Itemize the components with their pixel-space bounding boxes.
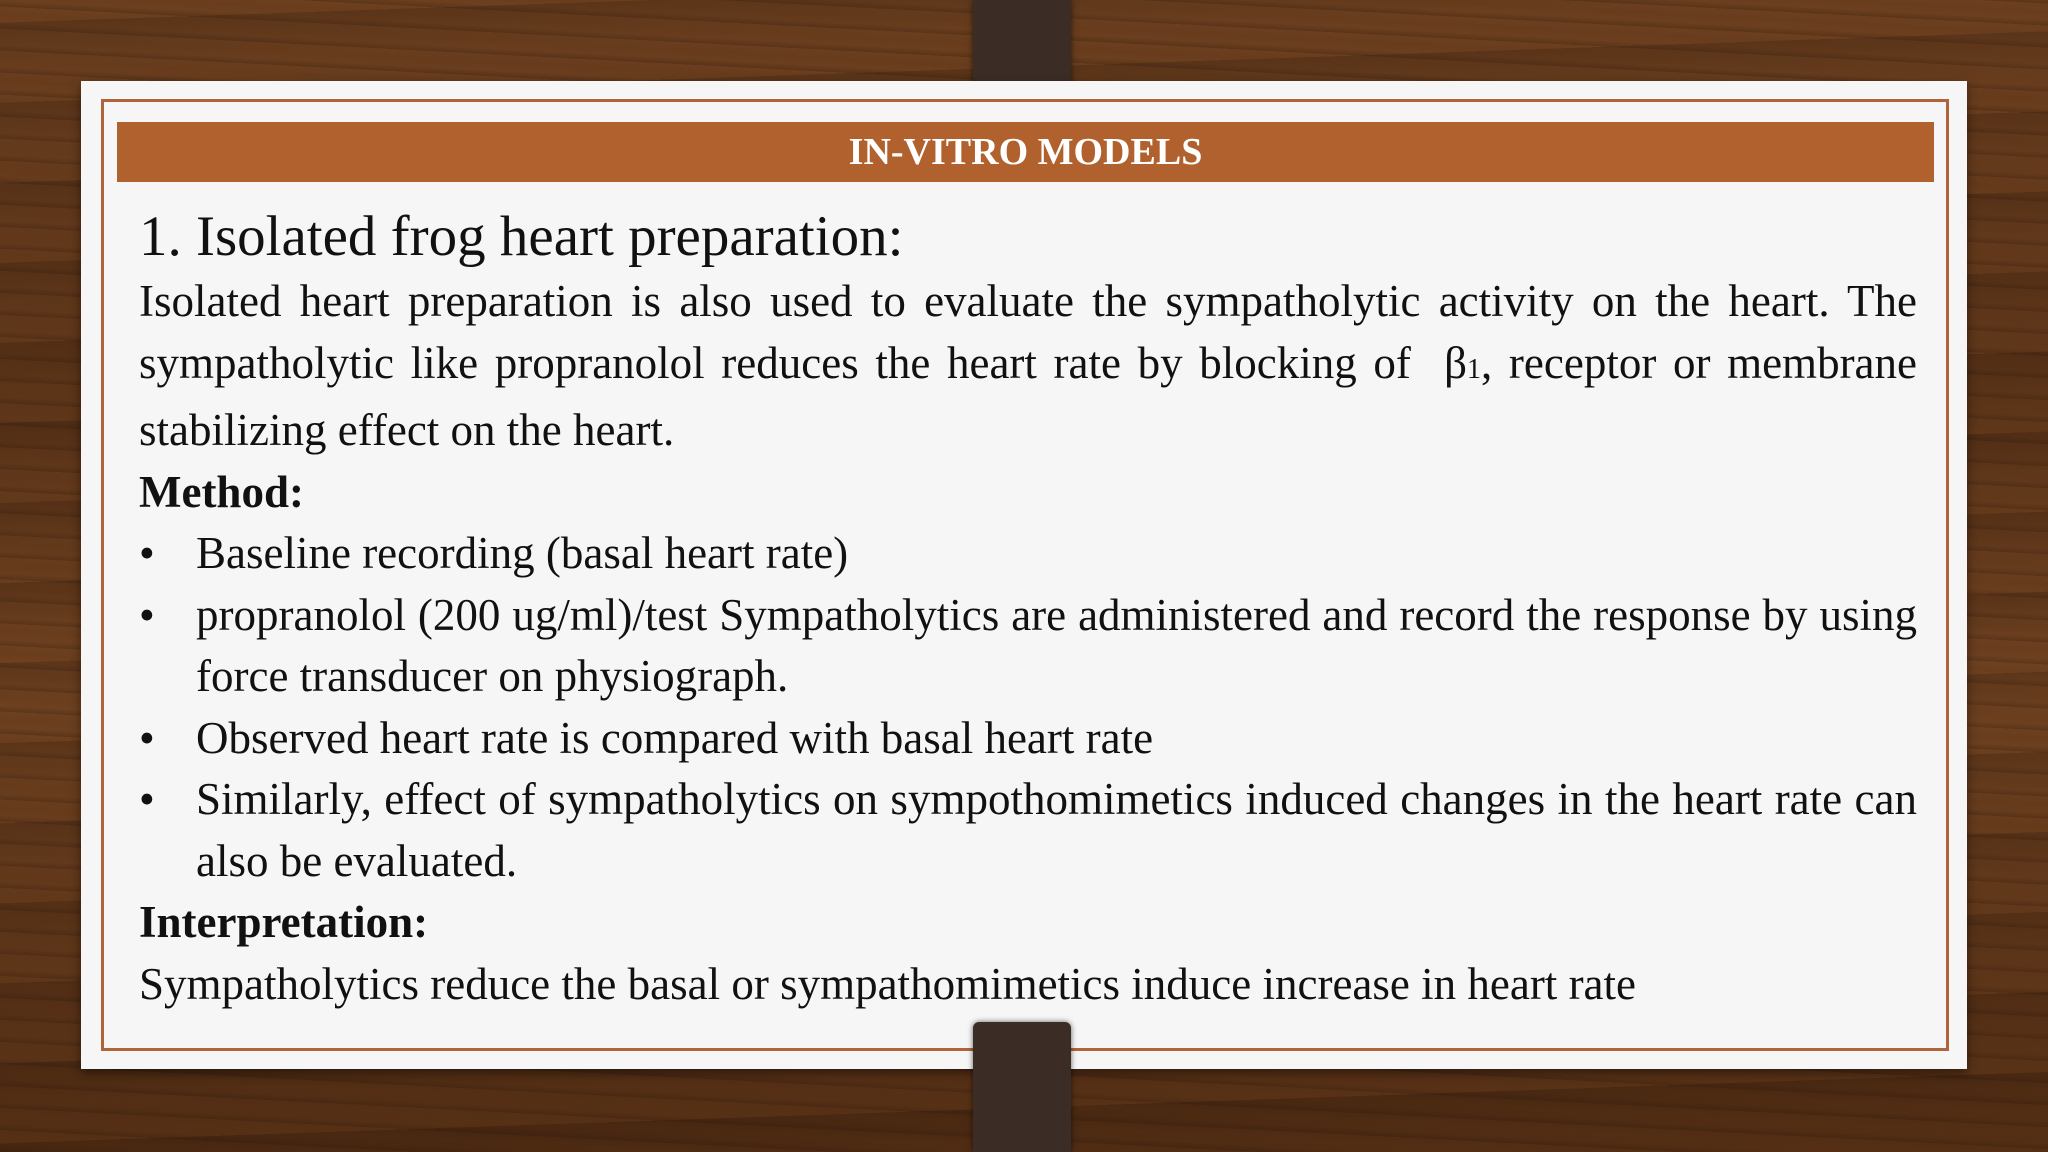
- beta-subscript: 1: [1467, 353, 1482, 385]
- list-item-text: propranolol (200 ug/ml)/test Sympatholytics are administered and record the response by using force transducer on physiograph.: [196, 589, 1917, 701]
- method-list: [139, 523, 1917, 892]
- bullet-icon: •: [139, 774, 155, 824]
- list-item: [139, 523, 1917, 585]
- bullet-icon: •: [139, 589, 155, 640]
- interpretation-text: Sympatholytics reduce the basal or sympathomimetics induce increase in heart rate: [139, 958, 1636, 1009]
- intro-paragraph: [139, 271, 1917, 462]
- section-heading: 1. Isolated frog heart preparation:: [139, 205, 904, 268]
- interpretation-label: Interpretation:: [139, 897, 429, 947]
- bullet-icon: •: [139, 712, 155, 763]
- list-item: [139, 708, 1917, 770]
- list-item: [139, 585, 1917, 708]
- list-item-text: Similarly, effect of sympatholytics on sympothomimetics induced changes in the heart rate can also be evaluated.: [196, 774, 1917, 886]
- bottom-strap: [973, 1022, 1071, 1152]
- bullet-icon: •: [139, 528, 155, 578]
- intro-text: Isolated heart preparation is also used to evaluate the sympatholytic activity on the heart. The sympatholytic like propranolol reduces the heart rate by blocking of: [139, 276, 1917, 388]
- list-item: [139, 769, 1917, 892]
- slide-content: [139, 201, 1917, 1015]
- slide-card: [81, 81, 1967, 1069]
- list-item-text: Observed heart rate is compared with basal heart rate: [196, 712, 1154, 763]
- slide-header: IN-VITRO MODELS: [117, 122, 1934, 182]
- list-item-text: Baseline recording (basal heart rate): [196, 528, 849, 578]
- intro-tail: , receptor or membrane stabilizing effect on the heart.: [139, 337, 1917, 455]
- beta-symbol: β: [1444, 337, 1468, 388]
- method-label: Method:: [139, 466, 304, 517]
